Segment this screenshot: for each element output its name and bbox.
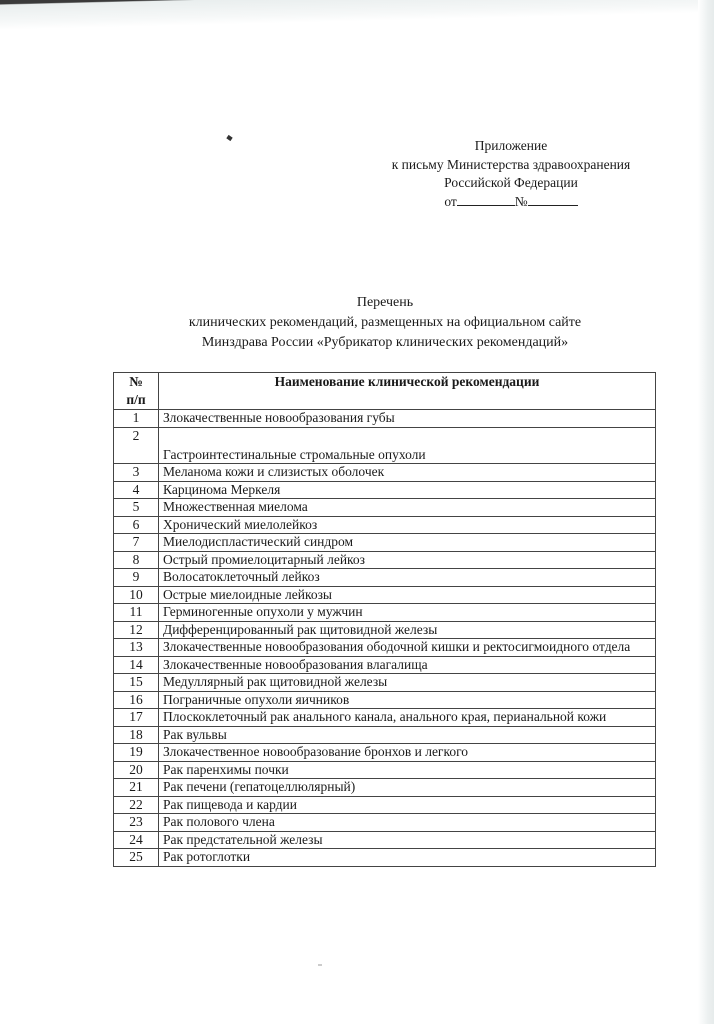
row-name: Рак паренхимы почки bbox=[159, 761, 656, 779]
row-number: 7 bbox=[114, 534, 159, 552]
appendix-header bbox=[380, 137, 642, 211]
row-name: Рак ротоглотки bbox=[159, 849, 656, 867]
header-number: № п/п bbox=[114, 373, 159, 410]
row-name: Миелодиспластический синдром bbox=[159, 534, 656, 552]
row-name: Медуллярный рак щитовидной железы bbox=[159, 674, 656, 692]
table-row bbox=[114, 709, 656, 727]
row-number: 2 bbox=[114, 427, 159, 464]
table-row bbox=[114, 551, 656, 569]
table-row bbox=[114, 726, 656, 744]
title-line-3: Минздрава России «Рубрикатор клинических рекомендаций» bbox=[201, 335, 569, 350]
row-number: 22 bbox=[114, 796, 159, 814]
row-name: Герминогенные опухоли у мужчин bbox=[159, 604, 656, 622]
appendix-federation: Российской Федерации bbox=[444, 175, 578, 190]
row-name: Рак вульвы bbox=[159, 726, 656, 744]
row-number: 8 bbox=[114, 551, 159, 569]
table-row bbox=[114, 569, 656, 587]
row-number: 19 bbox=[114, 744, 159, 762]
row-name: Злокачественные новообразования губы bbox=[159, 410, 656, 428]
row-number: 25 bbox=[114, 849, 159, 867]
table-row bbox=[114, 814, 656, 832]
appendix-letter-ref: к письму Министерства здравоохранения bbox=[391, 156, 631, 172]
row-name: Гастроинтестинальные стромальные опухоли bbox=[159, 427, 656, 464]
date-blank-field bbox=[457, 193, 515, 206]
scan-speck bbox=[318, 964, 322, 966]
row-number: 18 bbox=[114, 726, 159, 744]
table-row bbox=[114, 849, 656, 867]
row-number: 9 bbox=[114, 569, 159, 587]
row-name: Плоскоклеточный рак анального канала, анального края, перианальной кожи bbox=[159, 709, 656, 727]
row-name: Хронический миелолейкоз bbox=[159, 516, 656, 534]
row-number: 1 bbox=[114, 410, 159, 428]
row-number: 11 bbox=[114, 604, 159, 622]
row-number: 24 bbox=[114, 831, 159, 849]
table-row bbox=[114, 604, 656, 622]
row-name: Множественная миелома bbox=[159, 499, 656, 517]
row-name: Карцинома Меркеля bbox=[159, 481, 656, 499]
scan-top-edge bbox=[0, 0, 714, 30]
scan-right-shadow bbox=[698, 0, 714, 1024]
row-name: Рак предстательной железы bbox=[159, 831, 656, 849]
table-header-row bbox=[114, 373, 656, 410]
row-name: Пограничные опухоли яичников bbox=[159, 691, 656, 709]
table-row bbox=[114, 761, 656, 779]
table-row bbox=[114, 499, 656, 517]
table-row bbox=[114, 691, 656, 709]
row-number: 14 bbox=[114, 656, 159, 674]
table-row bbox=[114, 427, 656, 464]
table-row bbox=[114, 779, 656, 797]
number-blank-field bbox=[528, 193, 578, 206]
number-label: № bbox=[514, 193, 528, 209]
row-name: Рак печени (гепатоцеллюлярный) bbox=[159, 779, 656, 797]
appendix-title: Приложение bbox=[474, 138, 548, 153]
row-name: Злокачественное новообразование бронхов и легкого bbox=[159, 744, 656, 762]
row-number: 6 bbox=[114, 516, 159, 534]
row-name: Острые миелоидные лейкозы bbox=[159, 586, 656, 604]
table-row bbox=[114, 639, 656, 657]
from-label: от bbox=[444, 193, 457, 209]
row-number: 20 bbox=[114, 761, 159, 779]
row-name: Рак полового члена bbox=[159, 814, 656, 832]
row-name: Меланома кожи и слизистых оболочек bbox=[159, 464, 656, 482]
table-row bbox=[114, 744, 656, 762]
row-number: 15 bbox=[114, 674, 159, 692]
row-number: 5 bbox=[114, 499, 159, 517]
row-number: 16 bbox=[114, 691, 159, 709]
row-number: 13 bbox=[114, 639, 159, 657]
row-number: 17 bbox=[114, 709, 159, 727]
row-name: Острый промиелоцитарный лейкоз bbox=[159, 551, 656, 569]
row-number: 12 bbox=[114, 621, 159, 639]
table-row bbox=[114, 464, 656, 482]
row-number: 4 bbox=[114, 481, 159, 499]
row-name: Злокачественные новообразования влагалища bbox=[159, 656, 656, 674]
row-name: Дифференцированный рак щитовидной железы bbox=[159, 621, 656, 639]
document-title bbox=[150, 293, 620, 353]
row-name: Рак пищевода и кардии bbox=[159, 796, 656, 814]
table-row bbox=[114, 674, 656, 692]
header-name: Наименование клинической рекомендации bbox=[159, 373, 656, 410]
row-name: Злокачественные новообразования ободочной кишки и ректосигмоидного отдела bbox=[159, 639, 656, 657]
table-row bbox=[114, 621, 656, 639]
row-name: Волосатоклеточный лейкоз bbox=[159, 569, 656, 587]
table-row bbox=[114, 516, 656, 534]
row-number: 10 bbox=[114, 586, 159, 604]
table-row bbox=[114, 534, 656, 552]
table-row bbox=[114, 586, 656, 604]
table-row bbox=[114, 481, 656, 499]
table-row bbox=[114, 831, 656, 849]
row-number: 23 bbox=[114, 814, 159, 832]
recommendations-table bbox=[113, 372, 656, 867]
title-line-1: Перечень bbox=[356, 295, 414, 310]
table-row bbox=[114, 656, 656, 674]
table-row bbox=[114, 796, 656, 814]
scan-speck bbox=[226, 135, 232, 141]
row-number: 21 bbox=[114, 779, 159, 797]
table-row bbox=[114, 410, 656, 428]
title-line-2: клинических рекомендаций, размещенных на официальном сайте bbox=[188, 315, 582, 330]
row-number: 3 bbox=[114, 464, 159, 482]
appendix-date-number bbox=[380, 193, 642, 212]
